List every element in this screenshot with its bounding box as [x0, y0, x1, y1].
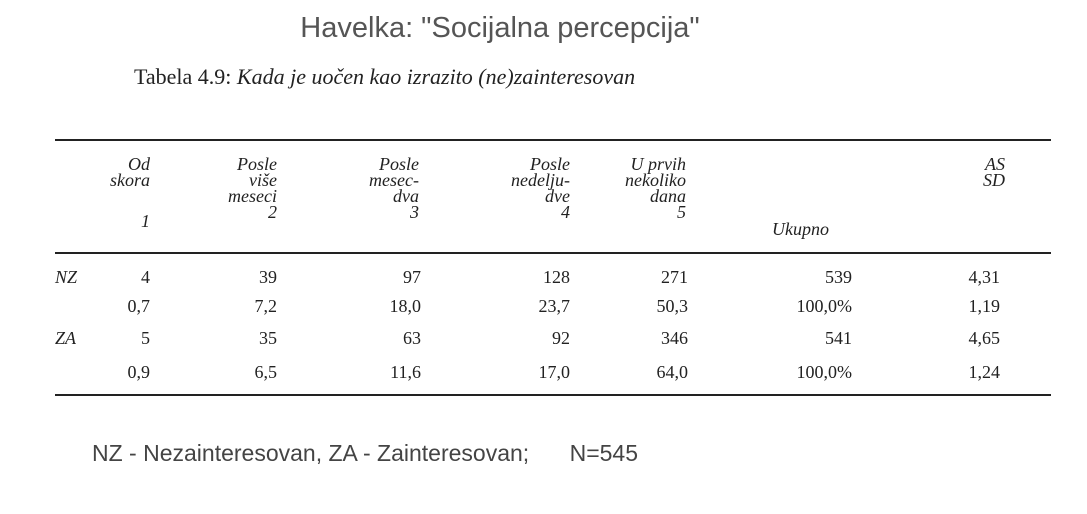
table-cell: 97	[403, 267, 421, 287]
col-header-line: nekoliko	[625, 170, 686, 190]
table-cell: 92	[552, 328, 570, 348]
table-cell: 539	[825, 267, 852, 287]
table-cell: 4	[141, 267, 150, 287]
table-bottom-rule	[55, 394, 1051, 396]
table-cell: 18,0	[389, 296, 421, 316]
caption-label: Tabela 4.9:	[134, 64, 232, 89]
sample-size: N=545	[569, 440, 638, 466]
col-header-line: Od	[128, 154, 150, 174]
col-header-line: AS	[985, 154, 1005, 174]
col-header-line: dve	[545, 186, 570, 206]
table-cell: 23,7	[538, 296, 570, 316]
table-cell: 100,0%	[796, 296, 852, 316]
table-cell: 6,5	[254, 362, 277, 382]
row-label-za: ZA	[55, 328, 77, 348]
table-cell: 0,7	[127, 296, 150, 316]
col-number: 4	[561, 202, 570, 222]
col-header-line: Posle	[379, 154, 419, 174]
column-header-stats	[983, 156, 1005, 188]
col-header-line: meseci	[228, 186, 277, 206]
col-header-line: dana	[650, 186, 686, 206]
footnote-legend: NZ - Nezainteresovan, ZA - Zainteresovan;	[92, 440, 530, 466]
table-top-rule	[55, 139, 1051, 141]
col-header-line: Posle	[530, 154, 570, 174]
table-cell: 17,0	[538, 362, 570, 382]
col-number: 5	[677, 202, 686, 222]
table-cell: 100,0%	[796, 362, 852, 382]
col-header-line: nedelju-	[511, 170, 570, 190]
table-cell: 39	[259, 267, 277, 287]
table-cell: 271	[661, 267, 688, 287]
table-cell: 64,0	[656, 362, 688, 382]
table-header-rule	[55, 252, 1051, 254]
col-number: 3	[410, 202, 419, 222]
table-cell: 4,31	[968, 267, 1000, 287]
column-header-1	[110, 156, 150, 229]
col-header-line: mesec-	[369, 170, 419, 190]
table-caption	[134, 64, 635, 90]
table-cell: 1,19	[968, 296, 1000, 316]
col-header-line: SD	[983, 170, 1005, 190]
column-header-2	[228, 156, 277, 220]
row-label-nz: NZ	[55, 267, 78, 287]
table-cell: 4,65	[968, 328, 1000, 348]
column-header-total: Ukupno	[772, 219, 829, 239]
table-cell: 0,9	[127, 362, 150, 382]
table-cell: 35	[259, 328, 277, 348]
table-cell: 50,3	[656, 296, 688, 316]
table-cell: 541	[825, 328, 852, 348]
col-header-line: skora	[110, 170, 150, 190]
col-number: 1	[141, 211, 150, 231]
table-cell: 346	[661, 328, 688, 348]
table-cell: 63	[403, 328, 421, 348]
col-number: 2	[268, 202, 277, 222]
table-cell: 7,2	[254, 296, 277, 316]
column-header-4	[511, 156, 570, 220]
caption-title: Kada je uočen kao izrazito (ne)zainteresovan	[236, 64, 636, 89]
table-cell: 11,6	[390, 362, 421, 382]
column-header-5	[625, 156, 686, 220]
table-cell: 5	[141, 328, 150, 348]
page-header: Havelka: "Socijalna percepcija"	[300, 12, 700, 44]
col-header-line: dva	[393, 186, 419, 206]
table-cell: 1,24	[968, 362, 1000, 382]
table-cell: 128	[543, 267, 570, 287]
column-header-3	[369, 156, 419, 220]
footnote	[92, 440, 638, 467]
col-header-line: U prvih	[630, 154, 686, 174]
col-header-line: više	[249, 170, 277, 190]
col-header-line: Posle	[237, 154, 277, 174]
